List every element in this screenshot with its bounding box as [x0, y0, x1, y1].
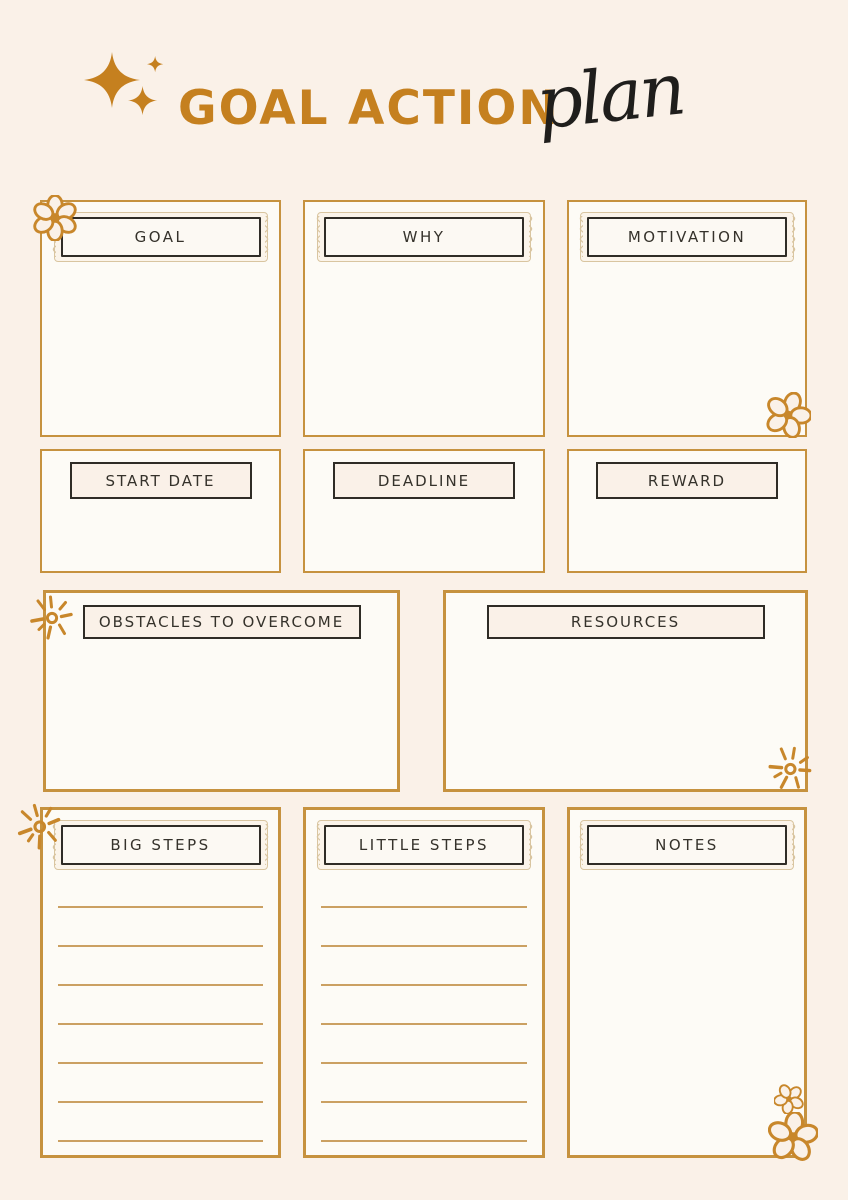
- big-steps-label: BIG STEPS: [61, 825, 261, 865]
- stamp-edge-icon: [265, 216, 270, 257]
- sunburst-icon: [30, 593, 82, 645]
- why-label: WHY: [324, 217, 524, 257]
- reward-section: [567, 449, 807, 573]
- sunburst-icon: [17, 800, 71, 854]
- flower-icon: [768, 1112, 818, 1162]
- stamp-edge-icon: [578, 824, 583, 865]
- obstacles-section: [43, 590, 400, 792]
- stamp-edge-icon: [315, 216, 320, 257]
- little-steps-label-stamp: [317, 820, 531, 870]
- notes-label-stamp: [580, 820, 794, 870]
- reward-label: REWARD: [596, 462, 778, 499]
- flower-icon: [774, 1084, 804, 1114]
- notes-section: [567, 807, 807, 1158]
- goal-section: [40, 200, 281, 437]
- obstacles-label: OBSTACLES TO OVERCOME: [83, 605, 361, 639]
- big-steps-section: [40, 807, 281, 1158]
- stamp-edge-icon: [578, 216, 583, 257]
- resources-section: [443, 590, 808, 792]
- notes-label: NOTES: [587, 825, 787, 865]
- stamp-edge-icon: [792, 216, 797, 257]
- motivation-label-stamp: [580, 212, 794, 262]
- stamp-edge-icon: [265, 824, 270, 865]
- page-subtitle: plan: [532, 46, 687, 146]
- goal-label: GOAL: [61, 217, 261, 257]
- flower-icon: [32, 195, 78, 241]
- start-date-section: [40, 449, 281, 573]
- little-steps-label: LITTLE STEPS: [324, 825, 524, 865]
- motivation-label: MOTIVATION: [587, 217, 787, 257]
- goal-label-stamp: [54, 212, 268, 262]
- little-steps-section: [303, 807, 545, 1158]
- stamp-edge-icon: [315, 824, 320, 865]
- deadline-section: [303, 449, 545, 573]
- ruled-lines: [321, 906, 527, 1179]
- resources-label: RESOURCES: [487, 605, 765, 639]
- page-title: GOAL ACTION: [178, 81, 560, 137]
- ruled-lines: [58, 906, 263, 1179]
- why-section: [303, 200, 545, 437]
- big-steps-label-stamp: [54, 820, 268, 870]
- start-date-label: START DATE: [70, 462, 252, 499]
- stamp-edge-icon: [792, 824, 797, 865]
- stamp-edge-icon: [529, 216, 534, 257]
- sparkles-icon: [84, 50, 172, 120]
- sunburst-icon: [768, 745, 820, 797]
- why-label-stamp: [317, 212, 531, 262]
- flower-icon: [765, 392, 811, 438]
- deadline-label: DEADLINE: [333, 462, 515, 499]
- motivation-section: [567, 200, 807, 437]
- stamp-edge-icon: [529, 824, 534, 865]
